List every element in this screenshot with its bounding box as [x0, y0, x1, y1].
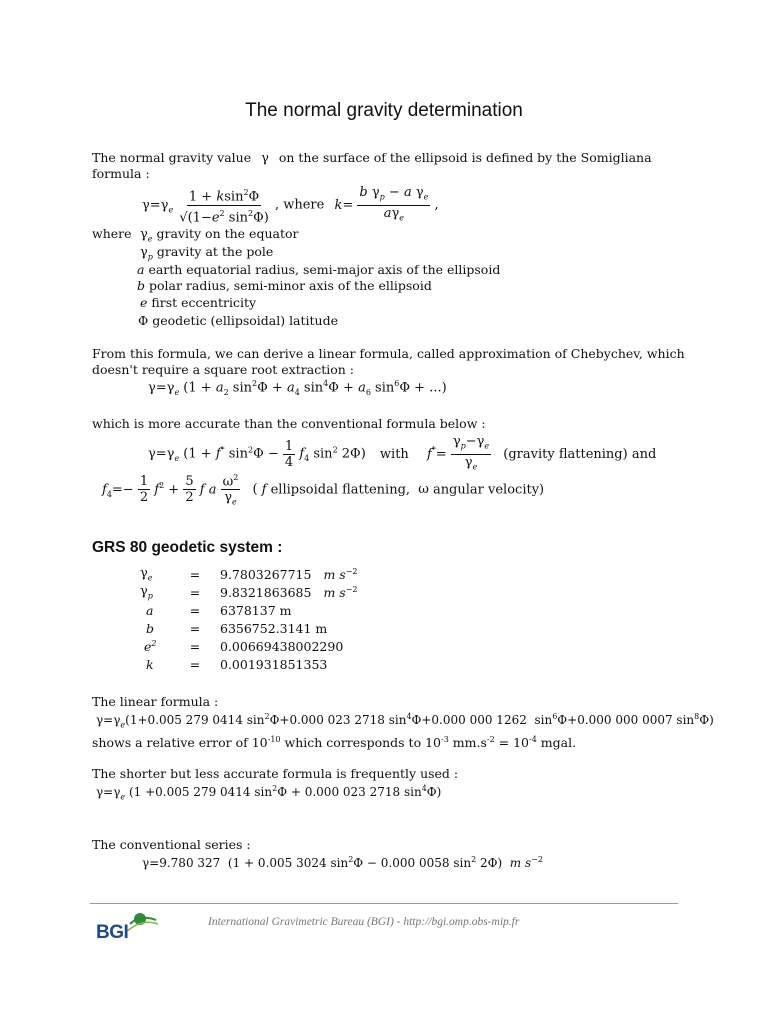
grs80-row-e2: $e^2$ = 0.00669438002290	[144, 638, 344, 655]
grs80-row-gamma-p: $\gamma_p$ = 9.8321863685 m $s^{-2}$	[140, 584, 358, 601]
series-formula: γ=9.780 327 (1 + 0.005 3024 $\sin^2\Phi - 0.000$ 0058 $\sin^2 2\Phi$) m $s^{-2}$	[142, 855, 543, 870]
bgi-logo-text: BGI	[96, 922, 129, 943]
somigliana-formula: $\gamma=\gamma_e$ $\frac{1 + ksin^2\Phi}{√(1-e^2 \sin^2\Phi)}$ , where k= $\frac{b \gamma_p - a \gamma_e}{a\gamma_e}$ ,	[142, 185, 439, 225]
def-e: e first eccentricity	[140, 295, 257, 310]
grs80-table	[140, 566, 358, 674]
angular-velocity-label: angular velocity)	[432, 482, 545, 498]
gravity-flattening-label: (gravity flattening) and	[503, 446, 657, 462]
with-label: with	[379, 446, 409, 462]
def-gamma-e: $\gamma_e$ gravity on the equator	[140, 226, 299, 244]
conventional-formula: $\gamma=\gamma_e$ (1 + f* $\sin^2\Phi$ − $\frac{1}{4}$ $f_4$ $\sin^2 2\Phi$) with f*= $\frac{\gamma_p-\gamma_e}{\gamma_e}$ (gravity flattening) and	[148, 434, 657, 472]
grs80-row-k: k = 0.001931851353	[146, 657, 328, 672]
shorter-label: The shorter but less accurate formula is frequently used :	[92, 766, 459, 781]
def-gamma-p: $\gamma_p$ gravity at the pole	[140, 244, 274, 262]
linear-formula: $\gamma=\gamma_e(1+0.005$ 279 0414 $\sin^2\Phi+0.000$ 023 2718 $\sin^4\Phi+0.000$ 000 1262 $\sin^6\Phi+0.000$ 000 0007 $\sin^8\Phi$)	[96, 712, 714, 730]
chebychev-line-1: From this formula, we can derive a linear formula, called approximation of Chebychev, which	[92, 346, 685, 361]
shorter-formula: $\gamma=\gamma_e$ (1 +0.005 279 0414 $\sin^2\Phi + 0.000$ 023 2718 $\sin^4\Phi$)	[96, 784, 442, 802]
grs80-heading: GRS 80 geodetic system :	[92, 539, 283, 556]
def-phi: Φ geodetic (ellipsoidal) latitude	[138, 313, 339, 328]
conventional-intro: which is more accurate than the conventional formula below :	[92, 416, 486, 431]
bgi-logo	[96, 910, 160, 946]
linear-error: shows a relative error of $10^{-10}$ which corresponds to $10^{-3}$ $mm.s^{-2} = 10^{-4}$ mgal.	[92, 735, 577, 751]
intro-text-a: The normal gravity value	[92, 150, 252, 165]
footer-text: International Gravimetric Bureau (BGI) - http://bgi.omp.obs-mip.fr	[208, 916, 520, 928]
def-b: b polar radius, semi-minor axis of the ellipsoid	[137, 278, 432, 293]
intro-line-2: formula :	[92, 166, 150, 181]
intro-text-b: on the surface of the ellipsoid is defined by the Somigliana	[278, 150, 652, 165]
grs80-row-a: a = 6378137 m	[146, 603, 292, 618]
linear-label: The linear formula :	[92, 694, 219, 709]
f4-formula: $f_4=-$ $\frac{1}{2}$ $f^2$ + $\frac{5}{2}$ f a $\frac{\omega^2}{\gamma_e}$ ( f ellipsoidal flattening, ω angular velocity)	[102, 470, 544, 510]
chebychev-formula: $\gamma=\gamma_e$ ($1 + a_2$ $\sin^2\Phi + a_4$ $\sin^4\Phi + a_6$ $\sin^6\Phi$ + ...)	[148, 379, 447, 397]
intro-line-1	[92, 150, 652, 167]
where-inline: , where	[274, 197, 325, 213]
gamma-symbol: γ	[261, 151, 269, 166]
series-label: The conventional series :	[92, 837, 251, 852]
where-label: where	[92, 226, 132, 241]
def-a: a earth equatorial radius, semi-major axis of the ellipsoid	[137, 262, 501, 277]
grs80-row-b: b = 6356752.3141 m	[146, 621, 328, 636]
footer-divider	[90, 903, 678, 904]
grs80-row-gamma-e: $\gamma_e$ = 9.7803267715 m $s^{-2}$	[140, 566, 358, 583]
page-title: The normal gravity determination	[245, 100, 523, 121]
ellipsoidal-flattening-label: ellipsoidal flattening,	[270, 482, 411, 498]
chebychev-line-2: doesn't require a square root extraction :	[92, 362, 354, 377]
